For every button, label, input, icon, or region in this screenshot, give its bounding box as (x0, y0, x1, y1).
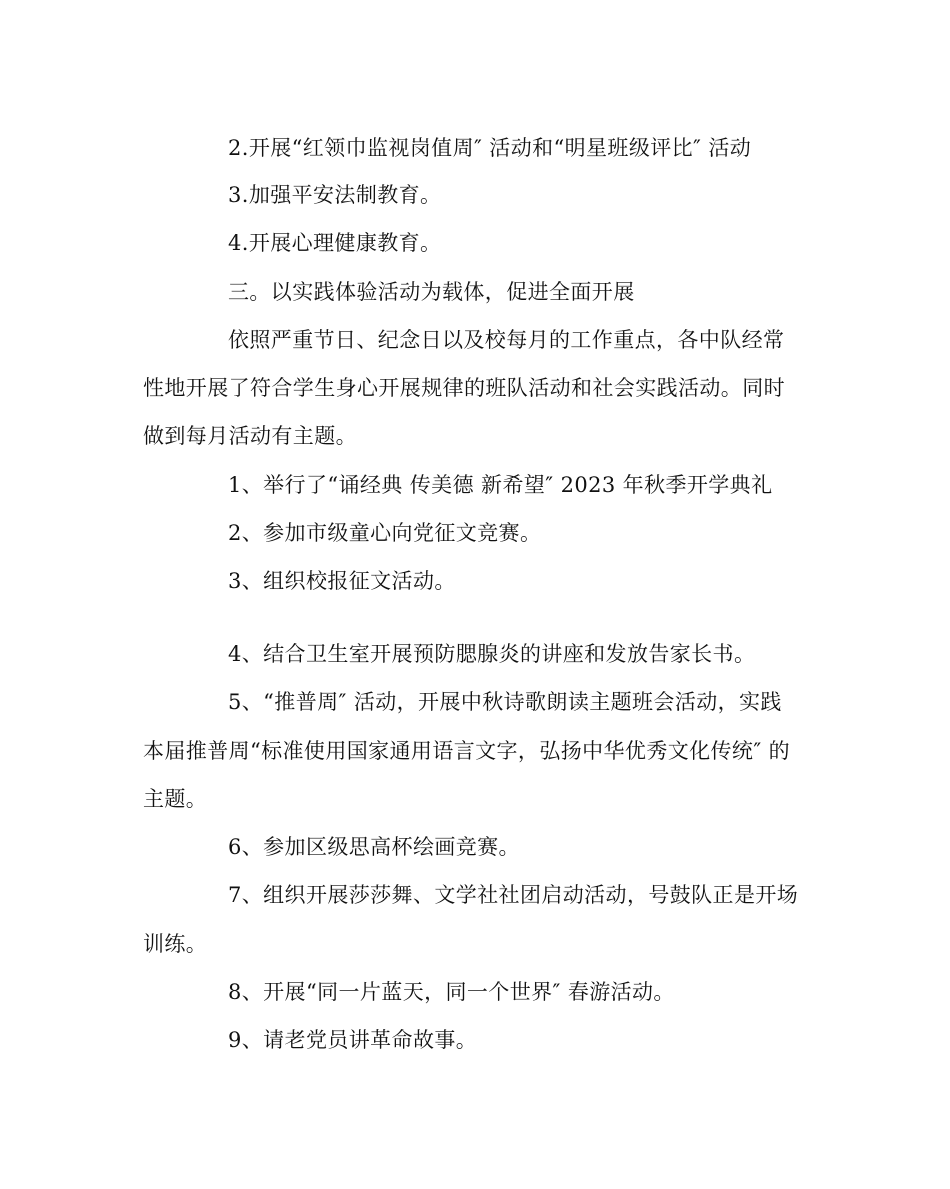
list-item: 4、结合卫生室开展预防腮腺炎的讲座和发放告家长书。 (228, 642, 756, 666)
paragraph-line: 性地开展了符合学生身心开展规律的班队活动和社会实践活动。同时 (143, 376, 785, 400)
paragraph-line: 依照严重节日、纪念日以及校每月的工作重点，各中队经常 (228, 328, 785, 352)
paragraph-line: 本届推普周“标准使用国家通用语言文字，弘扬中华优秀文化传统″ 的 (143, 739, 791, 763)
paragraph-line: 3.加强平安法制教育。 (228, 183, 442, 207)
paragraph-line: 主题。 (143, 787, 208, 811)
list-item: 8、开展“同一片蓝天，同一个世界″ 春游活动。 (228, 980, 675, 1004)
list-item: 2、参加市级童心向党征文竞赛。 (228, 521, 542, 545)
list-item: 7、组织开展莎莎舞、文学社社团启动活动，号鼓队正是开场 (228, 883, 799, 907)
section-heading: 三。以实践体验活动为载体，促进全面开展 (228, 280, 635, 304)
list-item: 5、“推普周″ 活动，开展中秋诗歌朗读主题班会活动，实践 (228, 690, 782, 714)
list-item: 3、组织校报征文活动。 (228, 569, 456, 593)
paragraph-line: 训练。 (143, 932, 208, 956)
list-item: 9、请老党员讲革命故事。 (228, 1028, 478, 1052)
list-item: 1、举行了“诵经典 传美德 新希望″ 2023 年秋季开学典礼 (228, 473, 773, 497)
paragraph-line: 4.开展心理健康教育。 (228, 231, 442, 255)
list-item: 6、参加区级思高杯绘画竞赛。 (228, 835, 520, 859)
paragraph-line: 做到每月活动有主题。 (143, 424, 357, 448)
paragraph-line: 2.开展“红领巾监视岗值周″ 活动和“明星班级评比″ 活动 (228, 136, 752, 160)
